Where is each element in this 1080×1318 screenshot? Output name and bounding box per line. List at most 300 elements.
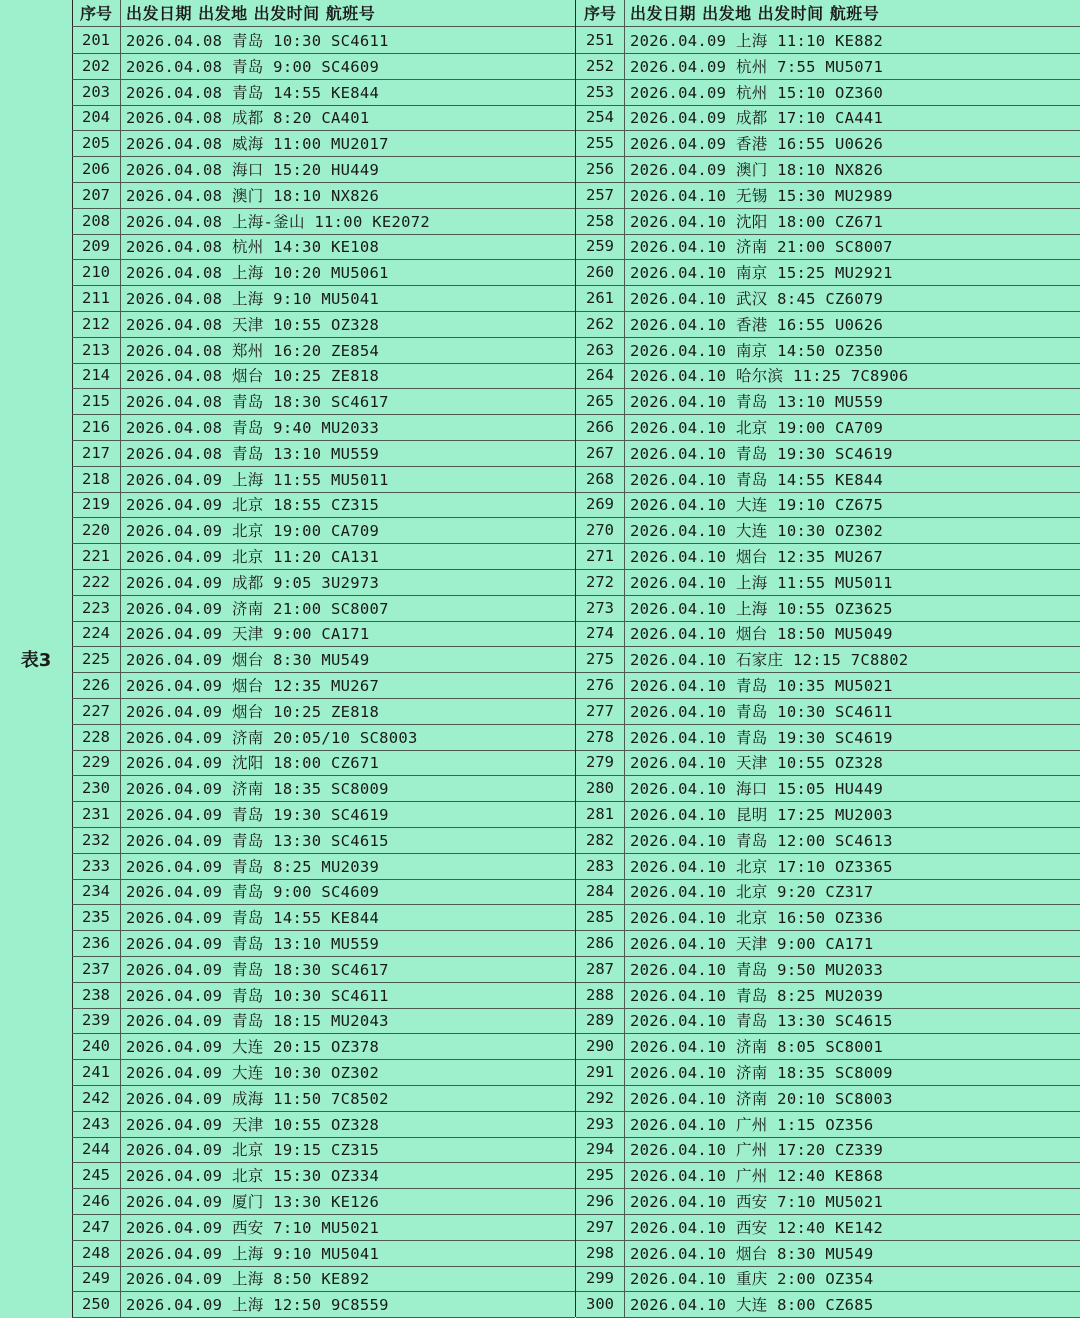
row-flight-info: 2026.04.09 北京 19:15 CZ315 (126, 1141, 380, 1160)
row-number: 226 (72, 672, 121, 698)
row-number: 244 (72, 1137, 121, 1163)
row-number: 270 (576, 517, 625, 543)
row-number: 293 (576, 1111, 625, 1137)
table-row (72, 1291, 575, 1318)
row-flight-info: 2026.04.08 郑州 16:20 ZE854 (126, 341, 380, 360)
row-number: 276 (576, 672, 625, 698)
row-flight-info: 2026.04.08 青岛 10:30 SC4611 (126, 32, 389, 51)
table-row (72, 1033, 575, 1060)
row-number: 239 (72, 1008, 121, 1034)
table-row (576, 105, 1080, 132)
row-flight-info: 2026.04.08 青岛 9:40 MU2033 (126, 419, 380, 438)
row-flight-info: 2026.04.09 烟台 12:35 MU267 (126, 677, 380, 696)
row-number: 277 (576, 698, 625, 724)
row-number: 281 (576, 801, 625, 827)
row-flight-info: 2026.04.10 无锡 15:30 MU2989 (630, 186, 893, 205)
row-flight-info: 2026.04.09 上海 8:50 KE892 (126, 1270, 370, 1289)
table-row (576, 982, 1080, 1009)
table-row (72, 801, 575, 828)
right-table-half (576, 0, 1080, 1317)
row-number: 233 (72, 853, 121, 879)
row-flight-info: 2026.04.08 杭州 14:30 KE108 (126, 238, 380, 257)
row-flight-info: 2026.04.10 北京 17:10 OZ3365 (630, 857, 893, 876)
table-row (72, 53, 575, 80)
row-number: 297 (576, 1214, 625, 1240)
row-flight-info: 2026.04.09 上海 11:10 KE882 (630, 32, 884, 51)
table-row (72, 1111, 575, 1138)
table-row (72, 1008, 575, 1035)
row-flight-info: 2026.04.10 天津 10:55 OZ328 (630, 754, 884, 773)
row-flight-info: 2026.04.09 青岛 19:30 SC4619 (126, 806, 389, 825)
row-number: 235 (72, 904, 121, 930)
row-flight-info: 2026.04.08 澳门 18:10 NX826 (126, 186, 380, 205)
row-flight-info: 2026.04.10 上海 11:55 MU5011 (630, 573, 893, 592)
row-number: 263 (576, 337, 625, 363)
row-number: 283 (576, 853, 625, 879)
table-row (576, 1059, 1080, 1086)
table-row (72, 569, 575, 596)
table-row (576, 1137, 1080, 1164)
row-flight-info: 2026.04.10 大连 10:30 OZ302 (630, 522, 884, 541)
row-number: 246 (72, 1188, 121, 1214)
row-number: 289 (576, 1008, 625, 1034)
row-flight-info: 2026.04.10 石家庄 12:15 7C8802 (630, 651, 909, 670)
row-flight-info: 2026.04.10 重庆 2:00 OZ354 (630, 1270, 874, 1289)
table-row (72, 492, 575, 519)
table-row (72, 1214, 575, 1241)
row-number: 251 (576, 27, 625, 53)
row-number: 272 (576, 569, 625, 595)
row-number: 219 (72, 492, 121, 518)
row-flight-info: 2026.04.09 上海 12:50 9C8559 (126, 1296, 389, 1315)
row-flight-info: 2026.04.10 上海 10:55 OZ3625 (630, 599, 893, 618)
table-row (72, 1188, 575, 1215)
row-flight-info: 2026.04.09 杭州 7:55 MU5071 (630, 57, 884, 76)
row-number: 298 (576, 1240, 625, 1266)
table-row (72, 1162, 575, 1189)
row-number: 208 (72, 208, 121, 234)
table-row (576, 1266, 1080, 1293)
row-number: 220 (72, 517, 121, 543)
row-flight-info: 2026.04.09 成都 17:10 CA441 (630, 109, 884, 128)
row-flight-info: 2026.04.10 烟台 18:50 MU5049 (630, 625, 893, 644)
row-flight-info: 2026.04.09 西安 7:10 MU5021 (126, 1218, 380, 1237)
row-flight-info: 2026.04.09 成都 9:05 3U2973 (126, 573, 380, 592)
table-row (576, 646, 1080, 673)
row-number: 295 (576, 1162, 625, 1188)
row-flight-info: 2026.04.08 青岛 9:00 SC4609 (126, 57, 380, 76)
row-flight-info: 2026.04.10 昆明 17:25 MU2003 (630, 806, 893, 825)
table-row (576, 311, 1080, 338)
table-row (576, 1111, 1080, 1138)
table-row (576, 79, 1080, 106)
row-flight-info: 2026.04.08 上海 9:10 MU5041 (126, 290, 380, 309)
row-number: 229 (72, 750, 121, 776)
row-flight-info: 2026.04.09 成海 11:50 7C8502 (126, 1089, 389, 1108)
row-flight-info: 2026.04.08 成都 8:20 CA401 (126, 109, 370, 128)
table-row (576, 53, 1080, 80)
row-flight-info: 2026.04.09 青岛 18:15 MU2043 (126, 1012, 389, 1031)
table-row (576, 1085, 1080, 1112)
row-flight-info: 2026.04.10 烟台 8:30 MU549 (630, 1244, 874, 1263)
table-row (576, 750, 1080, 777)
row-flight-info: 2026.04.08 海口 15:20 HU449 (126, 161, 380, 180)
row-flight-info: 2026.04.09 澳门 18:10 NX826 (630, 161, 884, 180)
row-number: 286 (576, 930, 625, 956)
row-number: 245 (72, 1162, 121, 1188)
row-flight-info: 2026.04.10 南京 15:25 MU2921 (630, 264, 893, 283)
table-row (576, 208, 1080, 235)
row-flight-info: 2026.04.09 青岛 9:00 SC4609 (126, 883, 380, 902)
row-flight-info: 2026.04.09 青岛 8:25 MU2039 (126, 857, 380, 876)
row-flight-info: 2026.04.10 北京 9:20 CZ317 (630, 883, 874, 902)
row-number: 259 (576, 234, 625, 260)
table-row (576, 1033, 1080, 1060)
table-row (576, 156, 1080, 183)
table-row (72, 750, 575, 777)
row-flight-info: 2026.04.09 北京 18:55 CZ315 (126, 496, 380, 515)
row-number: 279 (576, 750, 625, 776)
row-number: 242 (72, 1085, 121, 1111)
row-number: 202 (72, 53, 121, 79)
table-row (72, 27, 575, 54)
row-flight-info: 2026.04.10 广州 1:15 OZ356 (630, 1115, 874, 1134)
row-number: 225 (72, 646, 121, 672)
row-number: 261 (576, 285, 625, 311)
table-row (72, 285, 575, 312)
table-row (72, 956, 575, 983)
row-flight-info: 2026.04.10 南京 14:50 OZ350 (630, 341, 884, 360)
row-number: 266 (576, 414, 625, 440)
row-flight-info: 2026.04.09 烟台 8:30 MU549 (126, 651, 370, 670)
row-number: 300 (576, 1291, 625, 1317)
row-flight-info: 2026.04.09 青岛 18:30 SC4617 (126, 960, 389, 979)
row-flight-info: 2026.04.10 青岛 13:30 SC4615 (630, 1012, 893, 1031)
row-flight-info: 2026.04.10 大连 8:00 CZ685 (630, 1296, 874, 1315)
table-row (72, 466, 575, 493)
row-flight-info: 2026.04.10 济南 20:10 SC8003 (630, 1089, 893, 1108)
row-number: 299 (576, 1266, 625, 1292)
table-row (576, 1214, 1080, 1241)
row-flight-info: 2026.04.10 北京 19:00 CA709 (630, 419, 884, 438)
table-row (72, 930, 575, 957)
row-number: 280 (576, 775, 625, 801)
row-flight-info: 2026.04.10 青岛 13:10 MU559 (630, 393, 884, 412)
table-row (576, 414, 1080, 441)
table-row (72, 517, 575, 544)
table-row (576, 388, 1080, 415)
table-row (576, 853, 1080, 880)
row-number: 284 (576, 879, 625, 905)
table-row (72, 775, 575, 802)
row-flight-info: 2026.04.09 上海 9:10 MU5041 (126, 1244, 380, 1263)
row-flight-info: 2026.04.09 大连 20:15 OZ378 (126, 1038, 380, 1057)
row-flight-info: 2026.04.10 青岛 9:50 MU2033 (630, 960, 884, 979)
row-flight-info: 2026.04.08 天津 10:55 OZ328 (126, 315, 380, 334)
row-number: 258 (576, 208, 625, 234)
table-row (576, 1162, 1080, 1189)
row-number: 212 (72, 311, 121, 337)
row-number: 221 (72, 543, 121, 569)
row-flight-info: 2026.04.08 上海 10:20 MU5061 (126, 264, 389, 283)
row-number: 290 (576, 1033, 625, 1059)
row-number: 240 (72, 1033, 121, 1059)
row-number: 211 (72, 285, 121, 311)
row-number: 230 (72, 775, 121, 801)
row-flight-info: 2026.04.10 西安 7:10 MU5021 (630, 1193, 884, 1212)
row-number: 275 (576, 646, 625, 672)
row-flight-info: 2026.04.10 武汉 8:45 CZ6079 (630, 290, 884, 309)
row-flight-info: 2026.04.10 西安 12:40 KE142 (630, 1218, 884, 1237)
row-flight-info: 2026.04.10 青岛 19:30 SC4619 (630, 444, 893, 463)
row-number: 209 (72, 234, 121, 260)
row-number: 216 (72, 414, 121, 440)
row-number: 203 (72, 79, 121, 105)
table-row (576, 801, 1080, 828)
row-number: 214 (72, 363, 121, 389)
row-number: 269 (576, 492, 625, 518)
row-number: 273 (576, 595, 625, 621)
row-number: 204 (72, 105, 121, 131)
row-flight-info: 2026.04.08 青岛 18:30 SC4617 (126, 393, 389, 412)
row-flight-info: 2026.04.09 青岛 13:10 MU559 (126, 935, 380, 954)
row-flight-info: 2026.04.09 沈阳 18:00 CZ671 (126, 754, 380, 773)
row-number: 205 (72, 130, 121, 156)
row-flight-info: 2026.04.09 青岛 14:55 KE844 (126, 909, 380, 928)
row-flight-info: 2026.04.09 济南 21:00 SC8007 (126, 599, 389, 618)
row-number: 237 (72, 956, 121, 982)
row-number: 227 (72, 698, 121, 724)
table-row (72, 105, 575, 132)
row-number: 213 (72, 337, 121, 363)
row-flight-info: 2026.04.09 济南 20:05/10 SC8003 (126, 728, 418, 747)
table-row (576, 234, 1080, 261)
table-row (72, 337, 575, 364)
table-row (576, 1188, 1080, 1215)
row-flight-info: 2026.04.10 济南 18:35 SC8009 (630, 1064, 893, 1083)
header-columns: 出发日期 出发地 出发时间 航班号 (126, 4, 376, 24)
row-flight-info: 2026.04.09 杭州 15:10 OZ360 (630, 83, 884, 102)
left-table-half (72, 0, 576, 1317)
header-row (72, 0, 575, 27)
row-number: 292 (576, 1085, 625, 1111)
header-columns: 出发日期 出发地 出发时间 航班号 (630, 4, 880, 24)
row-flight-info: 2026.04.09 烟台 10:25 ZE818 (126, 702, 380, 721)
table-row (72, 1059, 575, 1086)
table-row (72, 904, 575, 931)
row-flight-info: 2026.04.09 上海 11:55 MU5011 (126, 470, 389, 489)
table-row (576, 492, 1080, 519)
row-flight-info: 2026.04.10 天津 9:00 CA171 (630, 935, 874, 954)
table-row (72, 363, 575, 390)
table-row (72, 543, 575, 570)
row-flight-info: 2026.04.10 香港 16:55 U0626 (630, 315, 884, 334)
row-flight-info: 2026.04.10 大连 19:10 CZ675 (630, 496, 884, 515)
row-number: 262 (576, 311, 625, 337)
table-row (576, 1291, 1080, 1318)
row-flight-info: 2026.04.10 沈阳 18:00 CZ671 (630, 212, 884, 231)
row-number: 255 (576, 130, 625, 156)
table-row (72, 827, 575, 854)
row-flight-info: 2026.04.10 青岛 19:30 SC4619 (630, 728, 893, 747)
row-flight-info: 2026.04.09 青岛 13:30 SC4615 (126, 831, 389, 850)
table-row (72, 79, 575, 106)
table-label: 表3 (0, 0, 73, 1317)
row-number: 260 (576, 259, 625, 285)
row-flight-info: 2026.04.10 青岛 8:25 MU2039 (630, 986, 884, 1005)
table-row (576, 827, 1080, 854)
row-flight-info: 2026.04.10 济南 21:00 SC8007 (630, 238, 893, 257)
row-number: 215 (72, 388, 121, 414)
row-flight-info: 2026.04.09 天津 9:00 CA171 (126, 625, 370, 644)
row-flight-info: 2026.04.10 广州 12:40 KE868 (630, 1167, 884, 1186)
table-row (576, 285, 1080, 312)
header-num: 序号 (576, 0, 625, 26)
table-row (576, 724, 1080, 751)
row-flight-info: 2026.04.10 广州 17:20 CZ339 (630, 1141, 884, 1160)
row-number: 256 (576, 156, 625, 182)
row-number: 248 (72, 1240, 121, 1266)
row-number: 234 (72, 879, 121, 905)
row-flight-info: 2026.04.08 青岛 13:10 MU559 (126, 444, 380, 463)
table-row (576, 517, 1080, 544)
table-row (576, 879, 1080, 906)
row-flight-info: 2026.04.10 海口 15:05 HU449 (630, 780, 884, 799)
table-row (576, 466, 1080, 493)
table-row (576, 182, 1080, 209)
table-row (72, 853, 575, 880)
table-row (576, 775, 1080, 802)
row-number: 288 (576, 982, 625, 1008)
row-number: 206 (72, 156, 121, 182)
table-row (576, 259, 1080, 286)
table-row (72, 621, 575, 648)
row-number: 217 (72, 440, 121, 466)
row-number: 271 (576, 543, 625, 569)
table-row (576, 337, 1080, 364)
table-row (576, 904, 1080, 931)
row-number: 282 (576, 827, 625, 853)
table-row (72, 982, 575, 1009)
row-flight-info: 2026.04.09 北京 11:20 CA131 (126, 548, 380, 567)
table-row (72, 646, 575, 673)
row-number: 250 (72, 1291, 121, 1317)
table-row (576, 363, 1080, 390)
row-number: 241 (72, 1059, 121, 1085)
table-row (72, 698, 575, 725)
table-row (72, 130, 575, 157)
row-number: 253 (576, 79, 625, 105)
row-number: 254 (576, 105, 625, 131)
table-row (576, 672, 1080, 699)
table-row (72, 1266, 575, 1293)
row-flight-info: 2026.04.10 哈尔滨 11:25 7C8906 (630, 367, 909, 386)
table-row (576, 698, 1080, 725)
table-row (72, 595, 575, 622)
table-row (72, 182, 575, 209)
header-num: 序号 (72, 0, 121, 26)
row-number: 249 (72, 1266, 121, 1292)
row-number: 252 (576, 53, 625, 79)
row-number: 247 (72, 1214, 121, 1240)
table-row (576, 440, 1080, 467)
row-number: 285 (576, 904, 625, 930)
table-row (72, 414, 575, 441)
table-row (72, 1137, 575, 1164)
table-row (72, 440, 575, 467)
table-row (72, 259, 575, 286)
row-number: 274 (576, 621, 625, 647)
row-number: 228 (72, 724, 121, 750)
row-flight-info: 2026.04.10 青岛 10:30 SC4611 (630, 702, 893, 721)
table-row (576, 621, 1080, 648)
row-flight-info: 2026.04.10 青岛 14:55 KE844 (630, 470, 884, 489)
row-number: 291 (576, 1059, 625, 1085)
row-flight-info: 2026.04.09 大连 10:30 OZ302 (126, 1064, 380, 1083)
table-row (576, 930, 1080, 957)
header-row (576, 0, 1080, 27)
row-flight-info: 2026.04.10 青岛 12:00 SC4613 (630, 831, 893, 850)
table-row (72, 1085, 575, 1112)
table-row (576, 956, 1080, 983)
row-flight-info: 2026.04.10 北京 16:50 OZ336 (630, 909, 884, 928)
table-row (72, 672, 575, 699)
row-flight-info: 2026.04.09 香港 16:55 U0626 (630, 135, 884, 154)
row-flight-info: 2026.04.09 天津 10:55 OZ328 (126, 1115, 380, 1134)
row-number: 223 (72, 595, 121, 621)
row-number: 236 (72, 930, 121, 956)
row-flight-info: 2026.04.08 威海 11:00 MU2017 (126, 135, 389, 154)
table-row (576, 27, 1080, 54)
row-flight-info: 2026.04.08 上海-釜山 11:00 KE2072 (126, 212, 430, 231)
row-number: 264 (576, 363, 625, 389)
row-number: 210 (72, 259, 121, 285)
row-flight-info: 2026.04.08 烟台 10:25 ZE818 (126, 367, 380, 386)
table-row (576, 595, 1080, 622)
row-flight-info: 2026.04.09 北京 15:30 OZ334 (126, 1167, 380, 1186)
row-flight-info: 2026.04.09 厦门 13:30 KE126 (126, 1193, 380, 1212)
table-row (72, 311, 575, 338)
row-number: 224 (72, 621, 121, 647)
row-flight-info: 2026.04.10 青岛 10:35 MU5021 (630, 677, 893, 696)
table-row (576, 569, 1080, 596)
row-flight-info: 2026.04.10 济南 8:05 SC8001 (630, 1038, 884, 1057)
table-row (72, 724, 575, 751)
row-number: 287 (576, 956, 625, 982)
row-number: 222 (72, 569, 121, 595)
table-row (576, 1240, 1080, 1267)
row-number: 257 (576, 182, 625, 208)
table-row (72, 234, 575, 261)
row-number: 278 (576, 724, 625, 750)
row-number: 268 (576, 466, 625, 492)
row-number: 207 (72, 182, 121, 208)
table-row (72, 388, 575, 415)
row-number: 238 (72, 982, 121, 1008)
row-number: 265 (576, 388, 625, 414)
row-number: 218 (72, 466, 121, 492)
table-row (576, 130, 1080, 157)
row-number: 294 (576, 1137, 625, 1163)
table-row (72, 1240, 575, 1267)
row-number: 231 (72, 801, 121, 827)
row-flight-info: 2026.04.09 济南 18:35 SC8009 (126, 780, 389, 799)
table-row (72, 879, 575, 906)
row-number: 296 (576, 1188, 625, 1214)
row-flight-info: 2026.04.09 北京 19:00 CA709 (126, 522, 380, 541)
row-number: 201 (72, 27, 121, 53)
table-row (576, 1008, 1080, 1035)
